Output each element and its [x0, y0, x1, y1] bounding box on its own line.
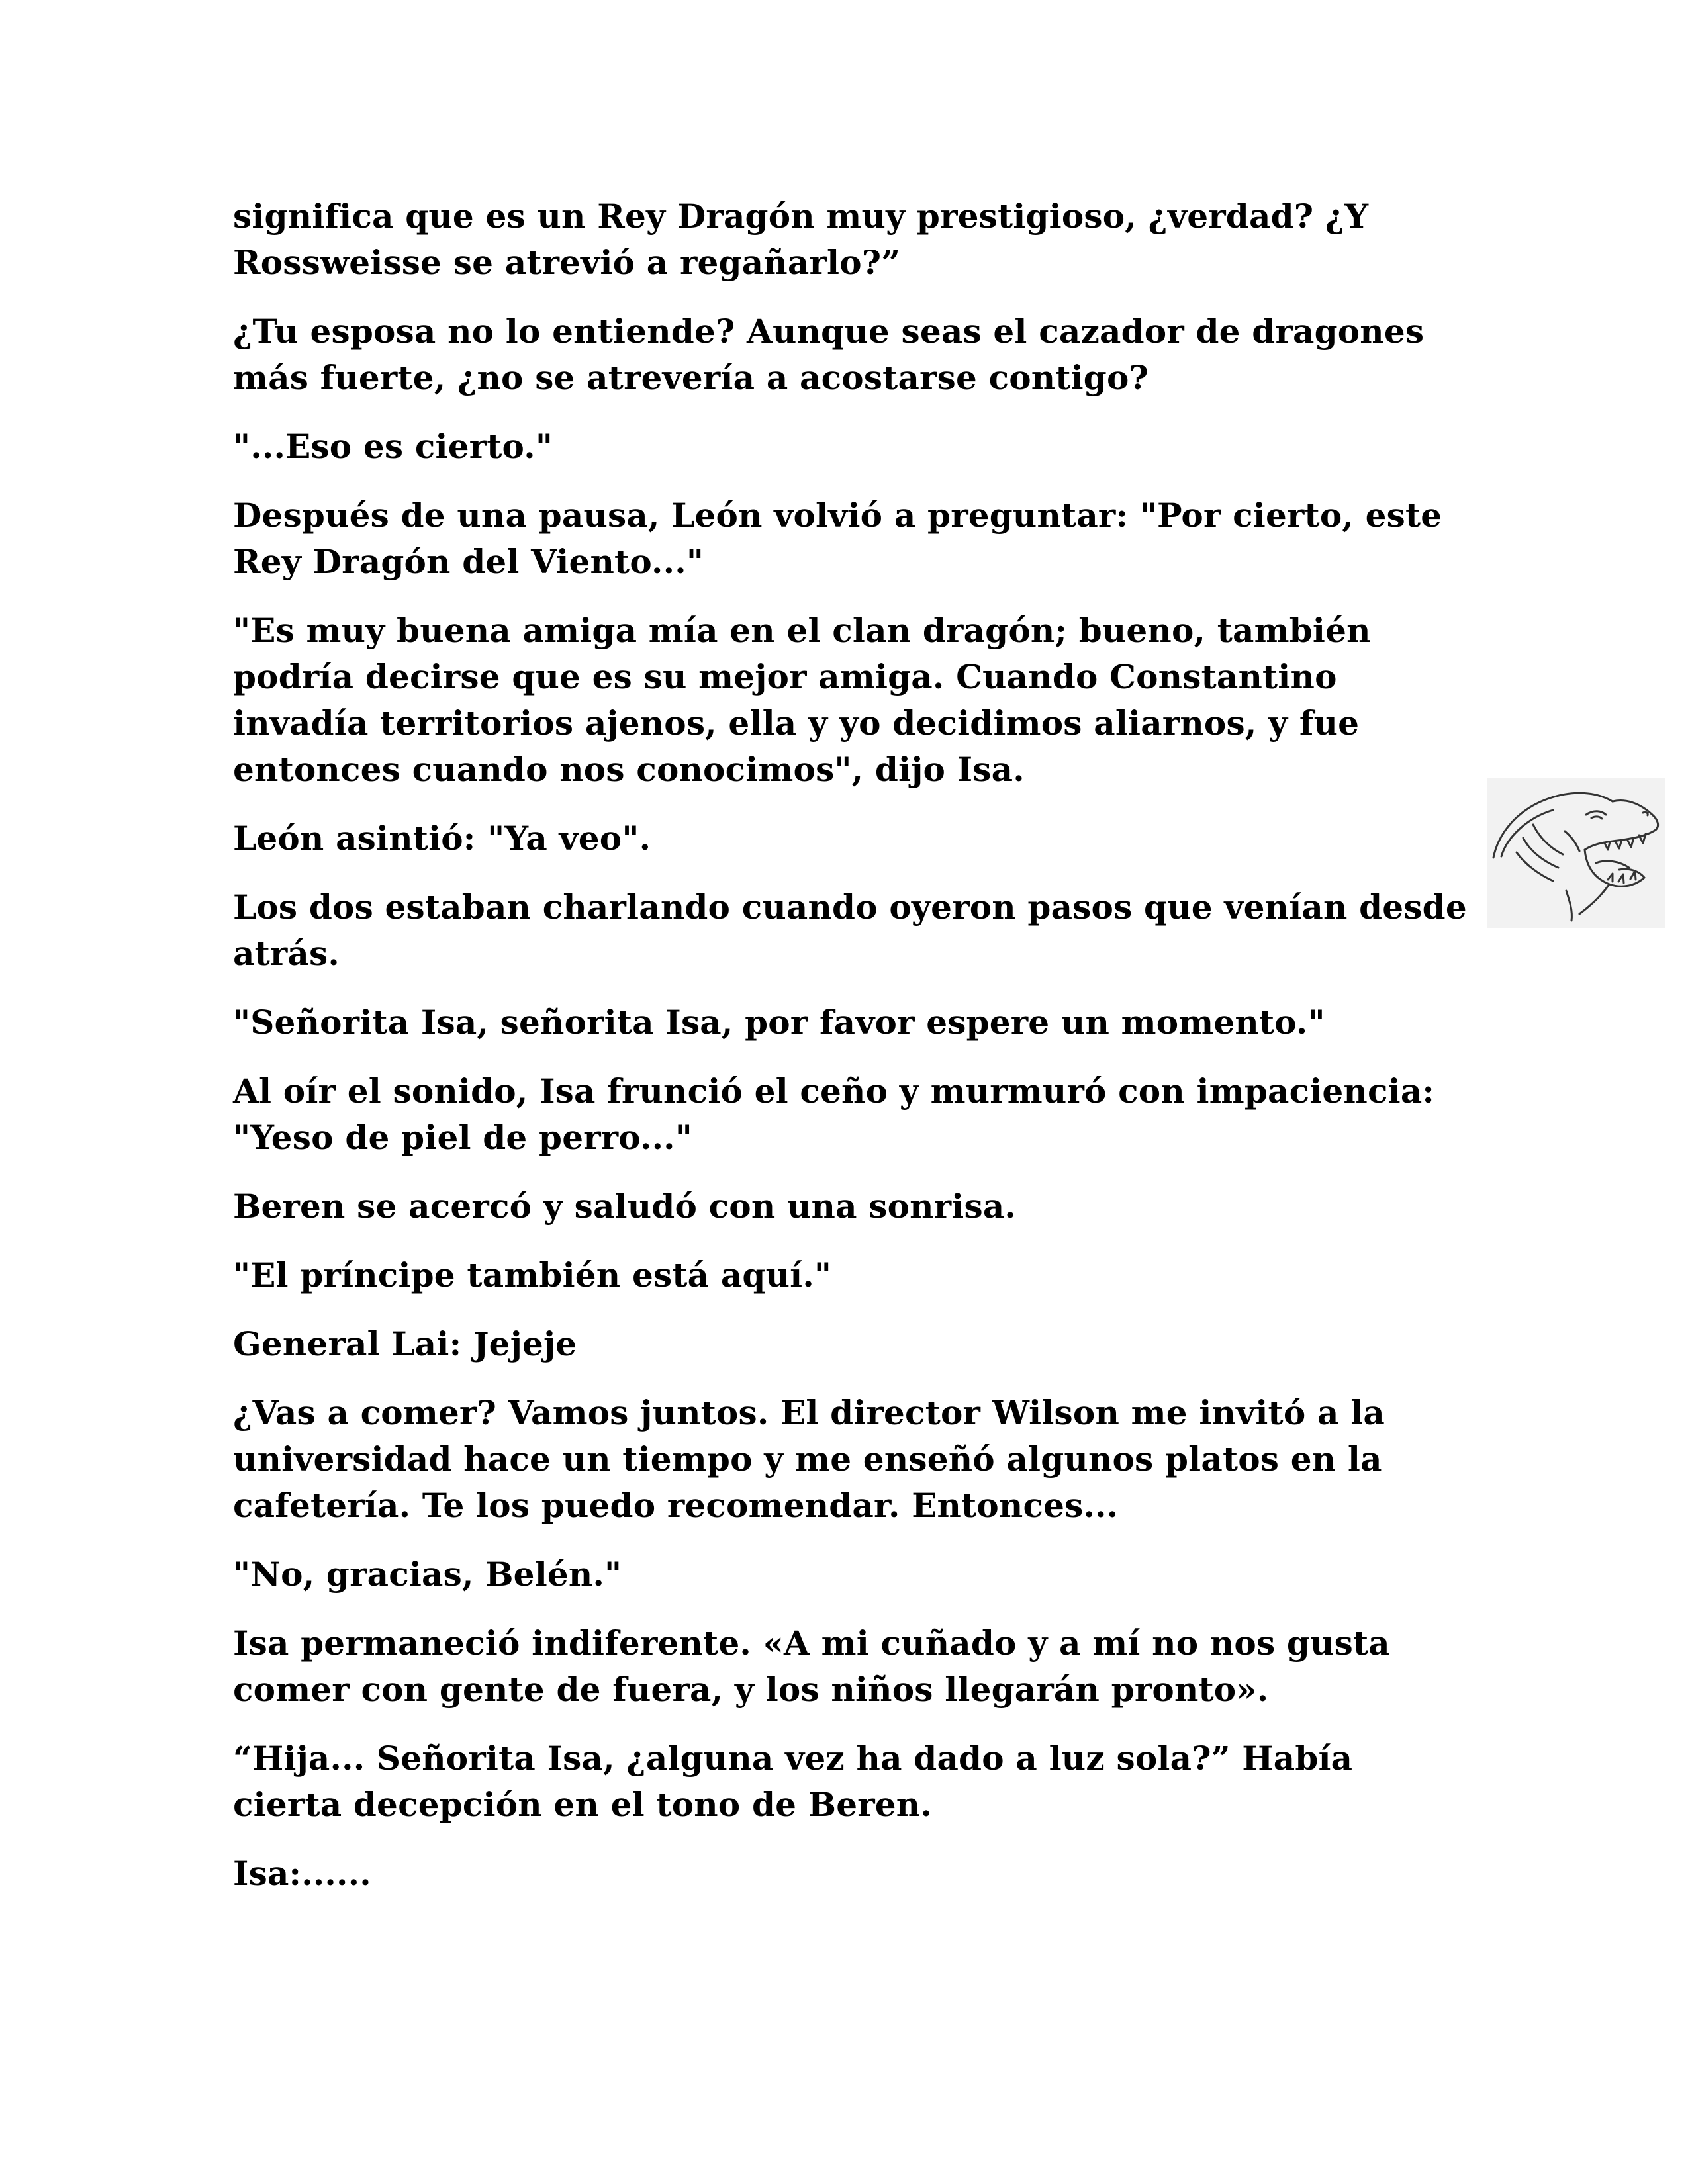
paragraph: "Es muy buena amiga mía en el clan dragón; bueno, también podría decirse que es su mejor amiga. Cuando Constantino invadía territorios ajenos, ella y yo decidimos aliarnos, y fue entonces cuando nos conocimos", dijo Isa.: [233, 611, 1371, 789]
paragraph: General Lai: Jejeje: [233, 1324, 577, 1363]
body-text: [233, 193, 1471, 1919]
dragon-head-sketch-icon: [1487, 778, 1665, 928]
paragraph: Al oír el sonido, Isa frunció el ceño y murmuró con impaciencia: "Yeso de piel de perro...": [233, 1071, 1435, 1157]
paragraph: "...Eso es cierto.": [233, 427, 553, 466]
paragraph: “Hija... Señorita Isa, ¿alguna vez ha dado a luz sola?” Había cierta decepción en el tono de Beren.: [233, 1739, 1353, 1824]
paragraph: León asintió: "Ya veo".: [233, 819, 651, 858]
paragraph: significa que es un Rey Dragón muy prestigioso, ¿verdad? ¿Y Rossweisse se atrevió a regañarlo?”: [233, 197, 1369, 282]
paragraph: Isa:......: [233, 1854, 371, 1893]
paragraph: "Señorita Isa, señorita Isa, por favor espere un momento.": [233, 1003, 1325, 1042]
paragraph: Isa permaneció indiferente. «A mi cuñado y a mí no nos gusta comer con gente de fuera, y los niños llegarán pronto».: [233, 1623, 1390, 1709]
paragraph: "No, gracias, Belén.": [233, 1555, 622, 1594]
paragraph: Los dos estaban charlando cuando oyeron pasos que venían desde atrás.: [233, 887, 1467, 973]
paragraph: Beren se acercó y saludó con una sonrisa.: [233, 1187, 1017, 1226]
dragon-head-svg: [1487, 778, 1665, 928]
paragraph: ¿Vas a comer? Vamos juntos. El director Wilson me invitó a la universidad hace un tiempo y me enseñó algunos platos en la cafetería. Te los puedo recomendar. Entonces...: [233, 1393, 1385, 1525]
paragraph: Después de una pausa, León volvió a preguntar: "Por cierto, este Rey Dragón del Viento...": [233, 496, 1442, 581]
paragraph: ¿Tu esposa no lo entiende? Aunque seas el cazador de dragones más fuerte, ¿no se atrevería a acostarse contigo?: [233, 312, 1425, 397]
paragraph: "El príncipe también está aquí.": [233, 1255, 832, 1295]
